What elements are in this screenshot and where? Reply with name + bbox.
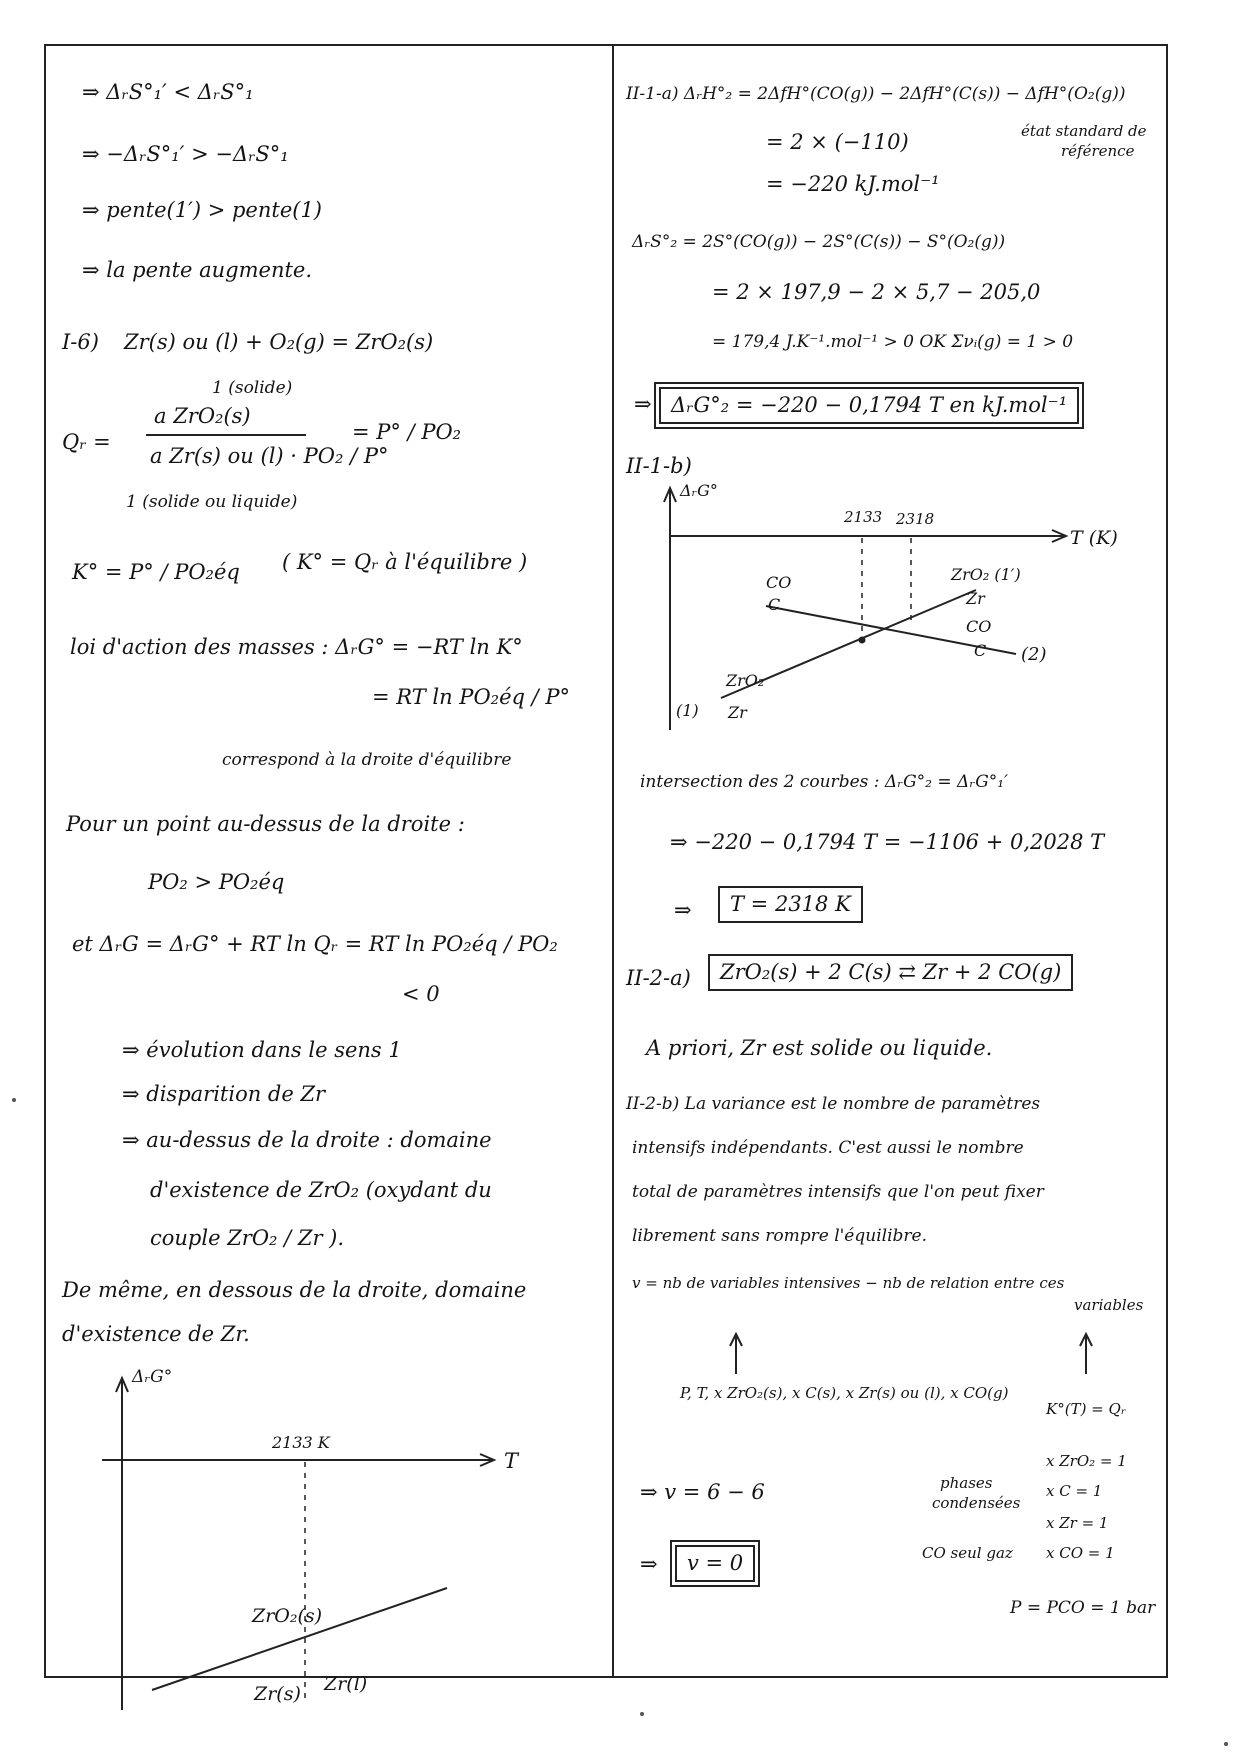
intersection-line: intersection des 2 courbes : ΔᵣG°₂ = ΔᵣG°₁′ <box>640 772 1008 792</box>
g2-zr-label: Zr <box>728 703 747 722</box>
variance-def-1: II-2-b) La variance est le nombre de paramètres <box>626 1094 1041 1114</box>
gibbs-result: ΔᵣG°₂ = −220 − 0,1794 T en kJ.mol⁻¹ <box>659 387 1079 424</box>
g1-lower-left-domain: Zr(s) <box>254 1683 301 1705</box>
pressure-inequality: PO₂ > PO₂éq <box>148 870 285 894</box>
evolution-line-5: couple ZrO₂ / Zr ). <box>150 1226 345 1250</box>
evolution-line-2: ⇒ disparition de Zr <box>122 1082 326 1106</box>
variance-formula-2: variables <box>1074 1296 1144 1314</box>
gibbs-expression: et ΔᵣG = ΔᵣG° + RT ln Qᵣ = RT ln PO₂éq / PO₂ <box>72 932 558 956</box>
section-ii2a-label: II-2-a) <box>626 966 691 990</box>
gibbs-result-box <box>654 382 1084 429</box>
similarly-line-1: De même, en dessous de la droite, domaine <box>62 1278 527 1302</box>
intensive-variables: P, T, x ZrO₂(s), x C(s), x Zr(s) ou (l), x CO(g) <box>680 1384 1009 1402</box>
mass-action-law: loi d'action des masses : ΔᵣG° = −RT ln K° <box>70 635 523 659</box>
g1-upper-domain: ZrO₂(s) <box>252 1605 323 1627</box>
variance-arrows <box>626 1320 1154 1380</box>
evolution-line-1: ⇒ évolution dans le sens 1 <box>122 1038 402 1062</box>
g2-tick-2133: 2133 <box>844 508 883 526</box>
g2-zro2-label: ZrO₂ <box>726 671 765 690</box>
variance-def-2: intensifs indépendants. C'est aussi le nombre <box>632 1138 1024 1158</box>
g2-melting-point <box>859 637 866 644</box>
entropy-r-line-1: ΔᵣS°₂ = 2S°(CO(g)) − 2S°(C(s)) − S°(O₂(g)) <box>632 232 1006 252</box>
evolution-line-3: ⇒ au-dessus de la droite : domaine <box>122 1128 492 1152</box>
entropy-r-line-3: = 179,4 J.K⁻¹.mol⁻¹ > 0 OK Σνᵢ(g) = 1 > 0 <box>712 332 1074 352</box>
scan-speck <box>1224 1742 1228 1746</box>
zr-stability-diagram <box>92 1360 552 1720</box>
section-i6-equation: Zr(s) ou (l) + O₂(g) = ZrO₂(s) <box>124 330 434 354</box>
t-result-arrow: ⇒ <box>674 898 692 922</box>
q-fraction-bar <box>146 434 306 436</box>
slope-line: ⇒ pente(1′) > pente(1) <box>82 198 323 222</box>
q-denominator-note: 1 (solide ou liquide) <box>126 492 298 512</box>
q-label: Qᵣ = <box>62 430 111 454</box>
q-numerator: a ZrO₂(s) <box>154 404 251 428</box>
q-numerator-note: 1 (solide) <box>212 378 293 398</box>
above-line-heading: Pour un point au-dessus de la droite : <box>66 812 465 836</box>
standard-state-note-1: état standard de <box>1021 122 1147 140</box>
variance-result: v = 0 <box>675 1545 755 1582</box>
x-co: x CO = 1 <box>1046 1544 1115 1562</box>
scan-speck <box>12 1098 16 1102</box>
gibbs-result-arrow: ⇒ <box>634 392 652 416</box>
equilibrium-line-note: correspond à la droite d'équilibre <box>222 750 512 770</box>
g2-co-right-label: CO <box>966 617 992 636</box>
section-ii1b-label: II-1-b) <box>626 454 692 478</box>
section-i6-label: I-6) <box>62 330 99 354</box>
enthalpy-line-2: = 2 × (−110) <box>766 130 909 154</box>
intersection-equation: ⇒ −220 − 0,1794 T = −1106 + 0,2028 T <box>670 830 1105 854</box>
g2-c-right-label: C <box>974 641 987 660</box>
g2-co-label: CO <box>766 573 792 592</box>
x-c: x C = 1 <box>1046 1482 1103 1500</box>
entropy-r-line-2: = 2 × 197,9 − 2 × 5,7 − 205,0 <box>712 280 1041 304</box>
relation-k: K°(T) = Qᵣ <box>1046 1400 1127 1418</box>
reaction-equation-box: ZrO₂(s) + 2 C(s) ⇄ Zr + 2 CO(g) <box>708 954 1073 991</box>
g2-tick-2318: 2318 <box>896 510 935 528</box>
g1-lower-right-domain: Zr(l) <box>324 1673 368 1695</box>
condensed-phases-2: condensées <box>932 1494 1021 1512</box>
variance-result-arrow: ⇒ <box>640 1552 658 1576</box>
g1-tick-label: 2133 K <box>272 1433 330 1452</box>
x-zro2: x ZrO₂ = 1 <box>1046 1452 1127 1470</box>
q-denominator: a Zr(s) ou (l) · PO₂ / P° <box>150 444 389 468</box>
enthalpy-line-1: II-1-a) ΔᵣH°₂ = 2ΔfH°(CO(g)) − 2ΔfH°(C(s)) − ΔfH°(O₂(g)) <box>626 84 1126 104</box>
scan-speck <box>640 1712 644 1716</box>
variance-result-box <box>670 1540 760 1587</box>
column-divider <box>612 44 614 1678</box>
g2-x-label: T (K) <box>1070 527 1118 549</box>
mass-action-law-2: = RT ln PO₂éq / P° <box>372 685 571 709</box>
q-result: = P° / PO₂ <box>352 420 462 444</box>
x-zr: x Zr = 1 <box>1046 1514 1109 1532</box>
g2-y-label: ΔᵣG° <box>680 481 718 500</box>
evolution-line-4: d'existence de ZrO₂ (oxydant du <box>150 1178 492 1202</box>
t-result: T = 2318 K <box>718 886 863 923</box>
entropy-line-1: ⇒ ΔᵣS°₁′ < ΔᵣS°₁ <box>82 80 254 104</box>
condensed-phases-1: phases <box>940 1474 993 1492</box>
variance-def-4: librement sans rompre l'équilibre. <box>632 1226 927 1246</box>
variance-count: ⇒ v = 6 − 6 <box>640 1480 765 1504</box>
ellingham-diagram <box>646 480 1146 740</box>
standard-state-note-2: référence <box>1061 142 1135 160</box>
a-priori-line: A priori, Zr est solide ou liquide. <box>646 1036 993 1060</box>
g1-x-label: T <box>504 1449 519 1473</box>
k-note: ( K° = Qᵣ à l'équilibre ) <box>282 550 528 574</box>
pressure-co: P = PCO = 1 bar <box>1010 1598 1156 1618</box>
g2-zro2-1prime-label: ZrO₂ (1′) <box>951 565 1021 584</box>
enthalpy-line-3: = −220 kJ.mol⁻¹ <box>766 172 940 196</box>
slope-increase-line: ⇒ la pente augmente. <box>82 258 313 282</box>
entropy-line-2: ⇒ −ΔᵣS°₁′ > −ΔᵣS°₁ <box>82 142 289 166</box>
g2-line-2-label: (2) <box>1021 644 1047 665</box>
less-than-zero: < 0 <box>402 982 440 1006</box>
g2-zr-1prime-label: Zr <box>966 589 985 608</box>
similarly-line-2: d'existence de Zr. <box>62 1322 250 1346</box>
k-expression: K° = P° / PO₂éq <box>72 560 240 584</box>
variance-formula: v = nb de variables intensives − nb de relation entre ces <box>632 1274 1065 1292</box>
variance-def-3: total de paramètres intensifs que l'on peut fixer <box>632 1182 1044 1202</box>
g1-y-label: ΔᵣG° <box>132 1367 173 1387</box>
g2-c-label: C <box>768 595 781 614</box>
co-only-gas: CO seul gaz <box>922 1544 1013 1562</box>
g2-line-1-label: (1) <box>676 701 699 720</box>
g1-equilibrium-line <box>152 1588 447 1690</box>
